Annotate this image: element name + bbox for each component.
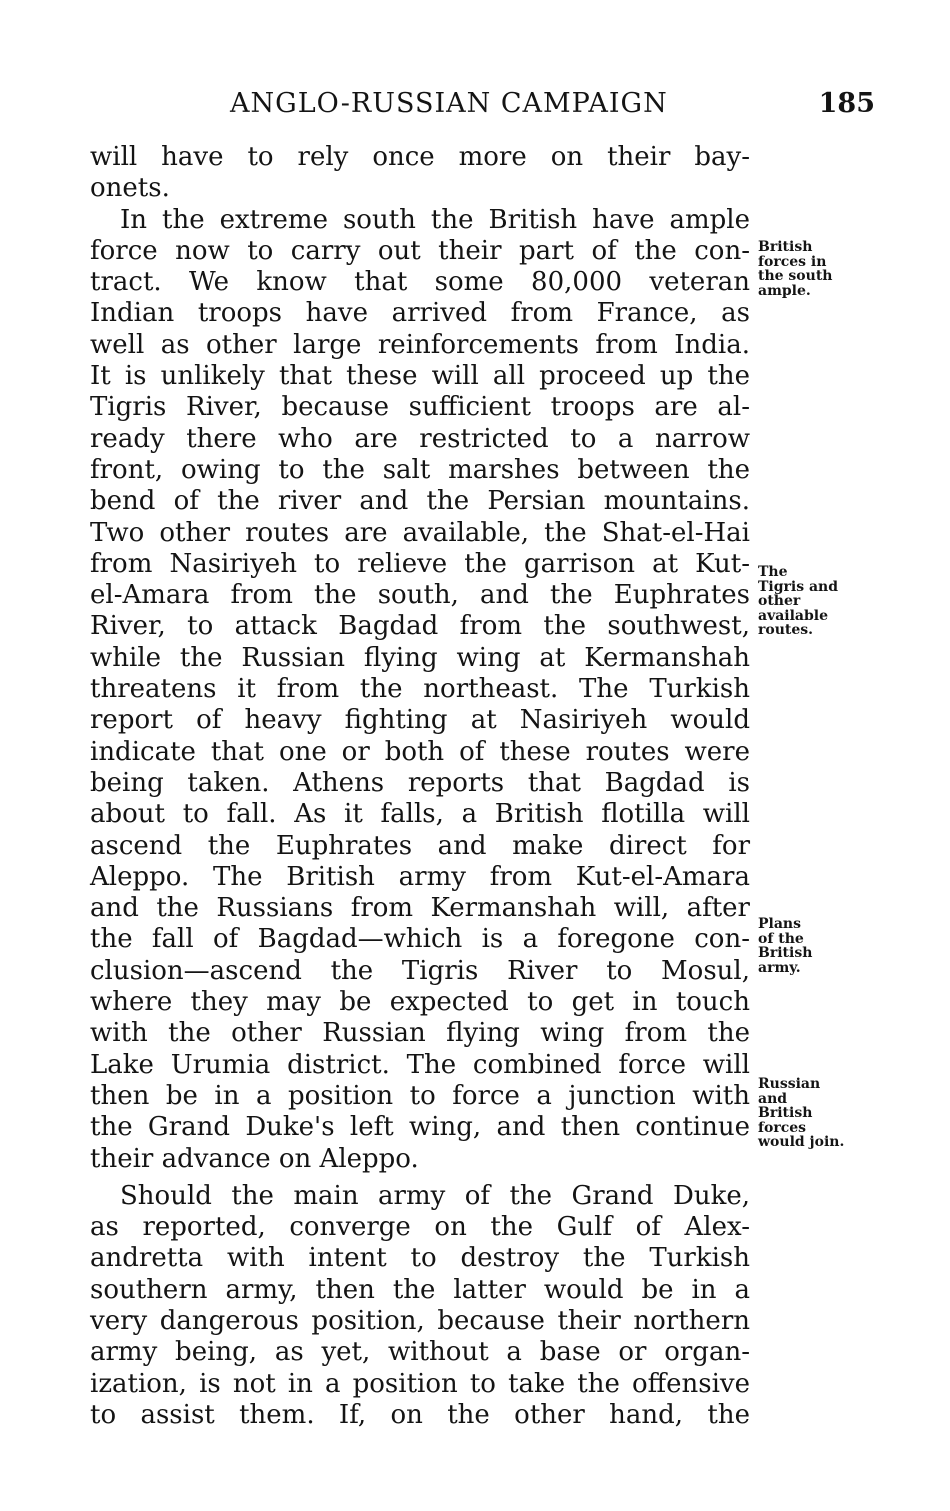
sidenote-line: Plans <box>758 916 801 932</box>
text-line: tract. We know that some 80,000 veteran <box>90 267 750 298</box>
text-line: force now to carry out their part of the con- <box>90 235 750 266</box>
page-number: 185 <box>818 88 875 119</box>
text-line: front, owing to the salt marshes between the <box>90 454 750 485</box>
sidenote-line: would join. <box>758 1134 845 1150</box>
text-line: as reported, converge on the Gulf of Alex- <box>90 1212 750 1243</box>
text-line: where they may be expected to get in touch <box>90 987 750 1018</box>
sidenote-line: British <box>758 1105 813 1121</box>
sidenote-line: the south <box>758 268 833 284</box>
sidenote-forces-join <box>758 1077 878 1150</box>
text-line: It is unlikely that these will all proceed up the <box>90 361 750 392</box>
text-line: will have to rely once more on their bay- <box>90 142 750 172</box>
text-line: army being, as yet, without a base or organ- <box>90 1337 750 1368</box>
text-line: the Grand Duke's left wing, and then continue <box>90 1112 750 1143</box>
text-line: Indian troops have arrived from France, as <box>90 298 750 329</box>
sidenote-tigris-routes <box>758 565 878 638</box>
body-text <box>90 142 750 1431</box>
text-line: indicate that one or both of these routes were <box>90 736 750 767</box>
text-line: threatens it from the northeast. The Turkish <box>90 674 750 705</box>
sidenote-line: and <box>758 1090 788 1107</box>
sidenote-line: available <box>758 607 828 624</box>
text-line: to assist them. If, on the other hand, the <box>90 1399 750 1430</box>
sidenote-line: forces in <box>758 253 827 270</box>
text-line: andretta with intent to destroy the Turkish <box>90 1243 750 1274</box>
text-line: well as other large reinforcements from India. <box>90 329 750 360</box>
text-line: southern army, then the latter would be in a <box>90 1274 750 1305</box>
text-line: report of heavy fighting at Nasiriyeh would <box>90 705 750 736</box>
sidenote-line: other <box>758 593 801 609</box>
running-title: ANGLO-RUSSIAN CAMPAIGN <box>230 88 668 119</box>
sidenote-line: Russian <box>758 1076 821 1092</box>
sidenote-line: of the <box>758 930 804 947</box>
sidenote-line: army. <box>758 959 801 976</box>
text-line: clusion—ascend the Tigris River to Mosul, <box>90 955 750 986</box>
text-line: Should the main army of the Grand Duke, <box>120 1180 750 1211</box>
text-line: very dangerous position, because their northern <box>90 1305 750 1336</box>
sidenote-british-forces <box>758 240 878 298</box>
text-line: Tigris River, because sufficient troops are al- <box>90 392 750 423</box>
text-line: their advance on Aleppo. <box>90 1143 419 1174</box>
text-line: el-Amara from the south, and the Euphrates <box>90 580 750 611</box>
text-line: River, to attack Bagdad from the southwest, <box>90 611 750 642</box>
text-line: then be in a position to force a junction with <box>90 1080 750 1111</box>
text-line: bend of the river and the Persian mountains. <box>90 486 750 517</box>
sidenote-line: forces <box>758 1119 807 1136</box>
sidenote-line: Tigris and <box>758 578 839 595</box>
text-line: Aleppo. The British army from Kut-el-Amara <box>90 861 750 892</box>
text-line: the fall of Bagdad—which is a foregone con- <box>90 924 750 955</box>
text-line: about to fall. As it falls, a British flotilla will <box>90 799 750 830</box>
sidenote-line: routes. <box>758 622 814 638</box>
text-line: ascend the Euphrates and make direct for <box>90 830 750 861</box>
text-line: from Nasiriyeh to relieve the garrison at Kut- <box>90 548 750 579</box>
running-head <box>90 88 875 124</box>
sidenote-line: British <box>758 239 813 255</box>
text-line: being taken. Athens reports that Bagdad is <box>90 767 750 798</box>
text-line: while the Russian flying wing at Kermanshah <box>90 642 750 673</box>
text-line: ready there who are restricted to a narrow <box>90 423 750 454</box>
sidenote-line: British <box>758 945 813 961</box>
text-line: In the extreme south the British have ample <box>120 204 750 235</box>
text-line: ization, is not in a position to take the offensive <box>90 1368 750 1399</box>
sidenote-line: The <box>758 564 788 580</box>
text-line: onets. <box>90 173 170 204</box>
text-line: and the Russians from Kermanshah will, after <box>90 893 750 924</box>
sidenote-british-army-plans <box>758 917 878 975</box>
text-line: Two other routes are available, the Shat-el-Hai <box>90 517 750 548</box>
text-line: with the other Russian flying wing from the <box>90 1018 750 1049</box>
sidenote-line: ample. <box>758 282 811 299</box>
text-line: Lake Urumia district. The combined force will <box>90 1049 750 1080</box>
